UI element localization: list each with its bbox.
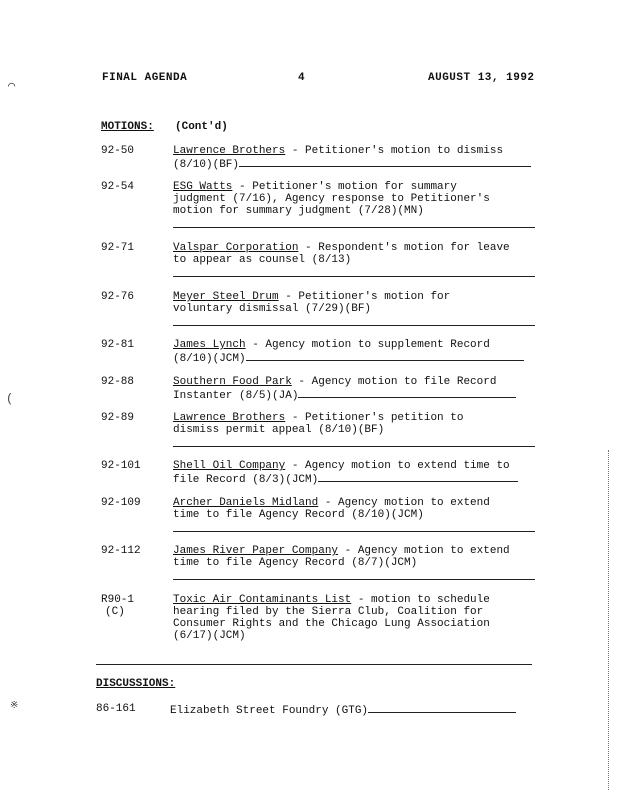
scan-mark: ※ xyxy=(10,701,19,712)
motion-entry xyxy=(173,460,536,486)
motion-text: - Petitioner's petition to xyxy=(285,412,464,424)
agenda-title: FINAL AGENDA xyxy=(102,72,188,84)
motion-entry xyxy=(173,145,536,171)
discussions-heading xyxy=(96,678,175,690)
motion-number: 92-50 xyxy=(101,145,135,157)
motions-heading xyxy=(101,121,154,133)
party-name: Lawrence Brothers xyxy=(173,145,286,157)
discussions-label: DISCUSSIONS: xyxy=(96,678,176,690)
blank-line xyxy=(318,472,518,482)
motion-entry xyxy=(173,412,536,436)
motion-text: - Agency motion to extend time to xyxy=(285,460,510,472)
motion-number: 92-112 xyxy=(101,545,141,557)
party-name: Meyer Steel Drum xyxy=(173,291,279,303)
motion-number xyxy=(101,594,134,618)
section-divider xyxy=(96,664,532,665)
motion-text: file Record (8/3)(JCM) xyxy=(173,474,319,486)
motion-text: time to file Agency Record (8/10)(JCM) xyxy=(173,509,424,521)
blank-line xyxy=(173,579,535,580)
scan-mark: ( xyxy=(6,392,14,406)
blank-line xyxy=(298,388,516,398)
motion-text: Consumer Rights and the Chicago Lung Association xyxy=(173,618,490,630)
motion-entry xyxy=(173,376,536,402)
motion-entry xyxy=(173,181,536,217)
scan-mark: ⌒ xyxy=(8,79,16,93)
blank-line xyxy=(368,703,516,713)
motion-text: - motion to schedule xyxy=(351,594,490,606)
motion-text: (6/17)(JCM) xyxy=(173,630,246,642)
motion-text: voluntary dismissal (7/29)(BF) xyxy=(173,303,372,315)
motion-text: - Respondent's motion for leave xyxy=(298,242,510,254)
motion-number: 92-81 xyxy=(101,339,135,351)
motion-text: motion for summary judgment (7/28)(MN) xyxy=(173,205,424,217)
motion-number-main: R90-1 xyxy=(101,594,135,606)
motion-text: - Petitioner's motion to dismiss xyxy=(285,145,504,157)
motion-text: - Agency motion to supplement Record xyxy=(245,339,490,351)
motion-text: - Agency motion to extend xyxy=(318,497,490,509)
motion-number: 92-54 xyxy=(101,181,135,193)
party-name: Toxic Air Contaminants List xyxy=(173,594,352,606)
blank-line xyxy=(173,325,535,326)
motion-number-sub: (C) xyxy=(105,606,125,618)
motion-number: 92-71 xyxy=(101,242,135,254)
party-name: Shell Oil Company xyxy=(173,460,286,472)
blank-line xyxy=(173,227,535,228)
discussion-number: 86-161 xyxy=(96,703,136,715)
motion-text: Instanter (8/5)(JA) xyxy=(173,390,299,402)
motion-text: hearing filed by the Sierra Club, Coalition for xyxy=(173,606,484,618)
motion-number: 92-109 xyxy=(101,497,141,509)
blank-line xyxy=(246,351,524,361)
blank-line xyxy=(173,531,535,532)
party-name: ESG Watts xyxy=(173,181,233,193)
discussion-entry xyxy=(170,703,533,717)
motion-entry xyxy=(173,242,536,266)
motion-number: 92-76 xyxy=(101,291,135,303)
motion-text: to appear as counsel (8/13) xyxy=(173,254,352,266)
party-name: Valspar Corporation xyxy=(173,242,299,254)
motion-number: 92-101 xyxy=(101,460,141,472)
motion-entry xyxy=(173,545,536,569)
motion-entry xyxy=(173,291,536,315)
blank-line xyxy=(173,276,535,277)
motion-text: - Agency motion to extend xyxy=(338,545,510,557)
party-name: Southern Food Park xyxy=(173,376,292,388)
motion-text: - Petitioner's motion for xyxy=(278,291,451,303)
agenda-date: AUGUST 13, 1992 xyxy=(428,72,535,84)
blank-line xyxy=(173,446,535,447)
party-name: Lawrence Brothers xyxy=(173,412,286,424)
party-name: James Lynch xyxy=(173,339,246,351)
party-name: Archer Daniels Midland xyxy=(173,497,319,509)
motion-text: (8/10)(BF) xyxy=(173,159,240,171)
motion-entry xyxy=(173,339,536,365)
motion-number: 92-88 xyxy=(101,376,135,388)
page-number: 4 xyxy=(298,72,306,84)
motion-entry xyxy=(173,497,536,521)
motion-number: 92-89 xyxy=(101,412,135,424)
motion-text: judgment (7/16), Agency response to Petitioner's xyxy=(173,193,490,205)
motion-text: (8/10)(JCM) xyxy=(173,353,246,365)
blank-line xyxy=(239,157,531,167)
motion-text: time to file Agency Record (8/7)(JCM) xyxy=(173,557,418,569)
discussion-text: Elizabeth Street Foundry (GTG) xyxy=(170,705,369,717)
motion-entry xyxy=(173,594,536,642)
party-name: James River Paper Company xyxy=(173,545,339,557)
motion-text: - Petitioner's motion for summary xyxy=(232,181,457,193)
motion-text: - Agency motion to file Record xyxy=(291,376,497,388)
motions-cont-note: (Cont'd) xyxy=(175,121,228,133)
scan-edge xyxy=(608,450,610,790)
motion-text: dismiss permit appeal (8/10)(BF) xyxy=(173,424,385,436)
motions-label: MOTIONS: xyxy=(101,121,154,133)
